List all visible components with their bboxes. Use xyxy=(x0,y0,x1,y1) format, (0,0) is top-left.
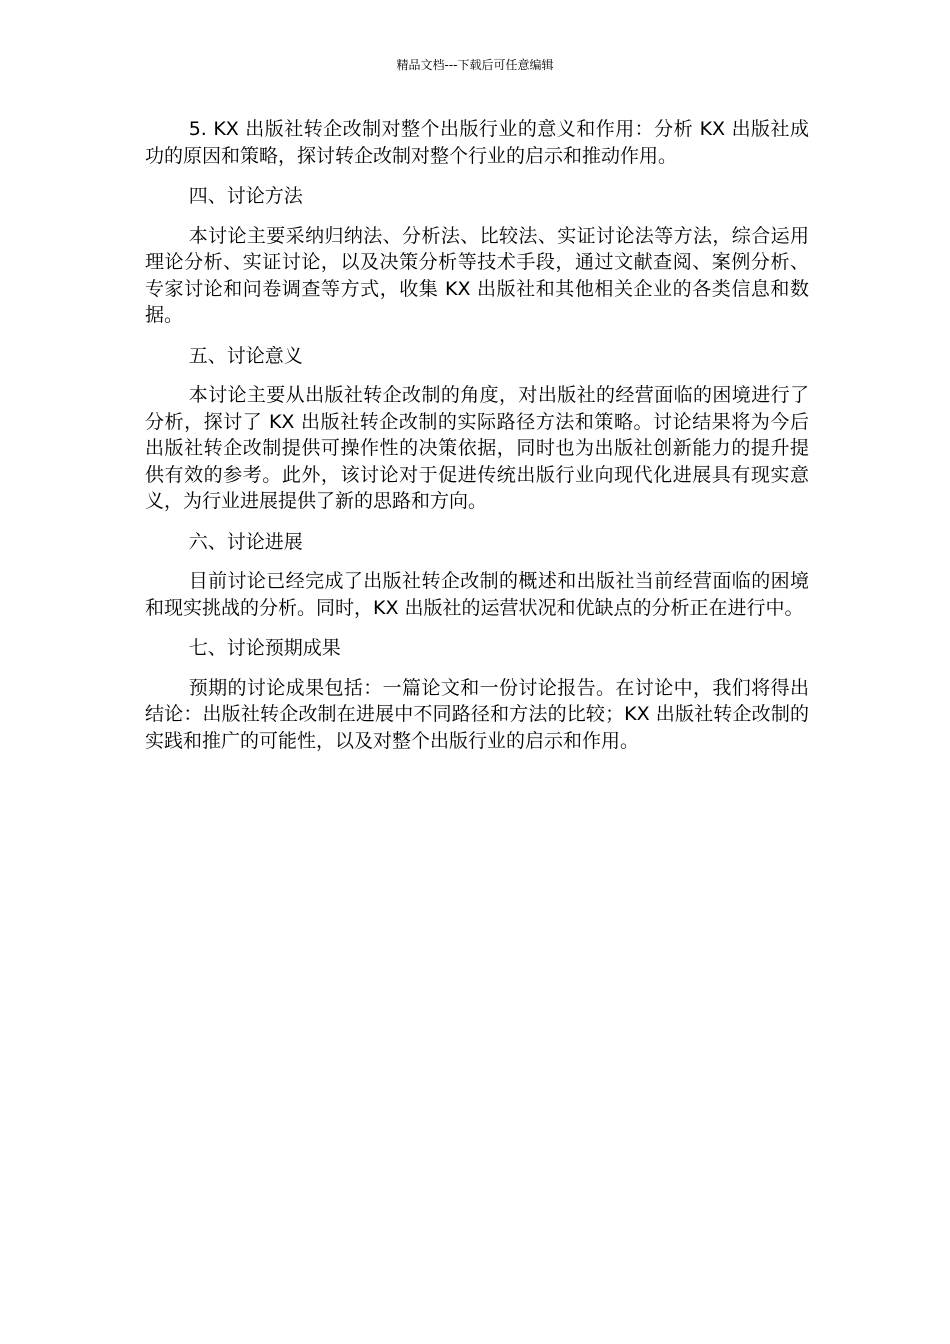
section-body-expected-results: 预期的讨论成果包括：一篇论文和一份讨论报告。在讨论中，我们将得出结论：出版社转企改制在进展中不同路径和方法的比较；KX 出版社转企改制的实践和推广的可能性，以及对整个出版行业的启示和作用。 xyxy=(145,676,809,752)
document-body xyxy=(145,116,809,754)
section-heading-significance: 五、讨论意义 xyxy=(188,344,303,367)
list-item-5: 5. KX 出版社转企改制对整个出版行业的意义和作用：分析 KX 出版社成功的原因和策略，探讨转企改制对整个行业的启示和推动作用。 xyxy=(145,118,809,167)
section-body-significance: 本讨论主要从出版社转企改制的角度，对出版社的经营面临的困境进行了分析，探讨了 KX 出版社转企改制的实际路径方法和策略。讨论结果将为今后出版社转企改制提供可操作性的决策依据，同时也为出版社创新能力的提升提供有效的参考。此外，该讨论对于促进传统出版行业向现代化进展具有现实意义，为行业进展提供了新的思路和方向。 xyxy=(145,384,809,512)
section-heading-progress: 六、讨论进展 xyxy=(188,530,303,553)
section-body-progress: 目前讨论已经完成了出版社转企改制的概述和出版社当前经营面临的困境和现实挑战的分析。同时，KX 出版社的运营状况和优缺点的分析正在进行中。 xyxy=(145,570,809,619)
page-header: 精品文档---下载后可任意编辑 xyxy=(396,58,554,72)
section-body-methods: 本讨论主要采纳归纳法、分析法、比较法、实证讨论法等方法，综合运用理论分析、实证讨论，以及决策分析等技术手段，通过文献查阅、案例分析、专家讨论和问卷调查等方式，收集 KX 出版社和其他相关企业的各类信息和数据。 xyxy=(145,224,809,326)
section-heading-methods: 四、讨论方法 xyxy=(188,185,303,207)
section-heading-expected-results: 七、讨论预期成果 xyxy=(188,637,341,659)
